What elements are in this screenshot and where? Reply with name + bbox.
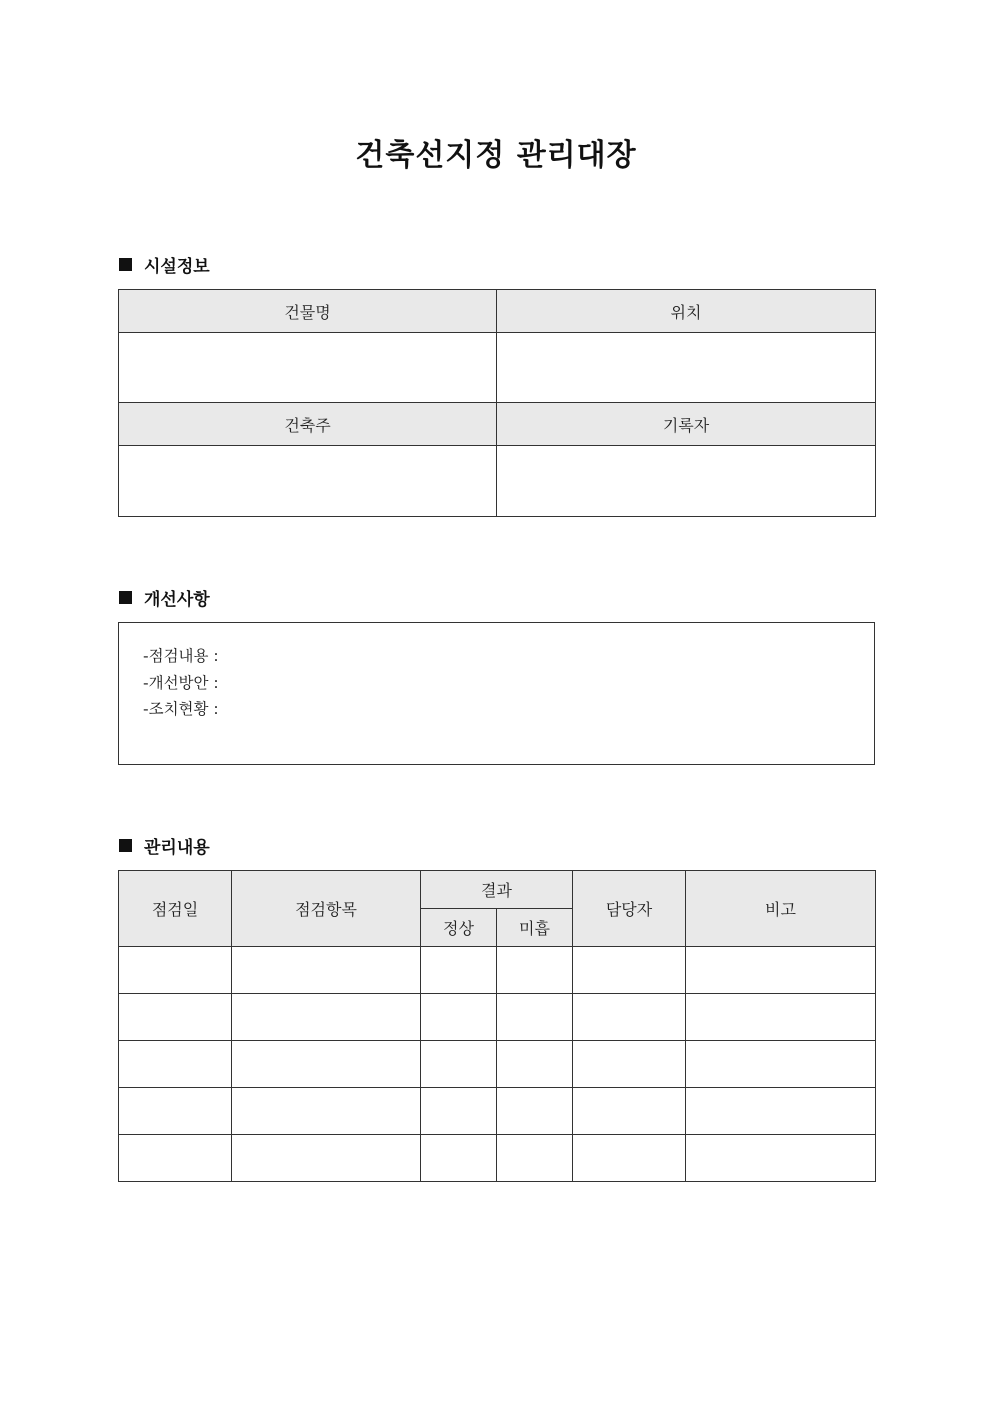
location-header: 위치: [497, 290, 876, 333]
deficient-cell[interactable]: [497, 1135, 573, 1182]
deficient-header: 미흡: [497, 909, 573, 947]
table-row: [119, 947, 876, 994]
normal-cell[interactable]: [421, 1088, 497, 1135]
date-cell[interactable]: [119, 1135, 232, 1182]
facility-section-heading: [119, 252, 210, 276]
inspection-date-header: 점검일: [119, 871, 232, 947]
manager-header: 담당자: [573, 871, 686, 947]
manager-cell[interactable]: [573, 1041, 686, 1088]
normal-cell[interactable]: [421, 994, 497, 1041]
normal-cell[interactable]: [421, 947, 497, 994]
remarks-cell[interactable]: [686, 994, 876, 1041]
deficient-cell[interactable]: [497, 1088, 573, 1135]
table-row: [119, 1041, 876, 1088]
improvements-section-heading: [119, 585, 210, 609]
facility-info-table: [118, 289, 876, 517]
building-name-cell[interactable]: [119, 333, 497, 403]
building-name-header: 건물명: [119, 290, 497, 333]
table-row: [119, 1088, 876, 1135]
deficient-cell[interactable]: [497, 994, 573, 1041]
action-status-line: -조치현황 :: [143, 700, 219, 718]
management-heading-label: 관리내용: [144, 837, 210, 858]
manager-cell[interactable]: [573, 1088, 686, 1135]
date-cell[interactable]: [119, 947, 232, 994]
normal-cell[interactable]: [421, 1135, 497, 1182]
improvements-heading-label: 개선사항: [144, 589, 210, 610]
manager-cell[interactable]: [573, 947, 686, 994]
item-cell[interactable]: [232, 1041, 421, 1088]
item-cell[interactable]: [232, 947, 421, 994]
square-bullet-icon: [119, 591, 132, 604]
item-cell[interactable]: [232, 1088, 421, 1135]
normal-cell[interactable]: [421, 1041, 497, 1088]
remarks-header: 비고: [686, 871, 876, 947]
inspection-item-header: 점검항목: [232, 871, 421, 947]
owner-cell[interactable]: [119, 446, 497, 517]
remarks-cell[interactable]: [686, 947, 876, 994]
recorder-header: 기록자: [497, 403, 876, 446]
facility-heading-label: 시설정보: [144, 256, 210, 277]
management-section-heading: [119, 833, 210, 857]
item-cell[interactable]: [232, 994, 421, 1041]
square-bullet-icon: [119, 258, 132, 271]
square-bullet-icon: [119, 839, 132, 852]
remarks-cell[interactable]: [686, 1135, 876, 1182]
manager-cell[interactable]: [573, 994, 686, 1041]
owner-header: 건축주: [119, 403, 497, 446]
table-row: [119, 994, 876, 1041]
recorder-cell[interactable]: [497, 446, 876, 517]
date-cell[interactable]: [119, 1088, 232, 1135]
date-cell[interactable]: [119, 1041, 232, 1088]
management-table: [118, 870, 876, 1182]
inspection-content-line: -점검내용 :: [143, 647, 219, 665]
location-cell[interactable]: [497, 333, 876, 403]
remarks-cell[interactable]: [686, 1041, 876, 1088]
manager-cell[interactable]: [573, 1135, 686, 1182]
deficient-cell[interactable]: [497, 1041, 573, 1088]
result-header: 결과: [421, 871, 573, 909]
deficient-cell[interactable]: [497, 947, 573, 994]
date-cell[interactable]: [119, 994, 232, 1041]
improvement-plan-line: -개선방안 :: [143, 673, 219, 692]
page-title: 건축선지정 관리대장: [355, 138, 637, 173]
improvements-box[interactable]: [118, 622, 875, 765]
remarks-cell[interactable]: [686, 1088, 876, 1135]
normal-header: 정상: [421, 909, 497, 947]
table-row: [119, 1135, 876, 1182]
item-cell[interactable]: [232, 1135, 421, 1182]
